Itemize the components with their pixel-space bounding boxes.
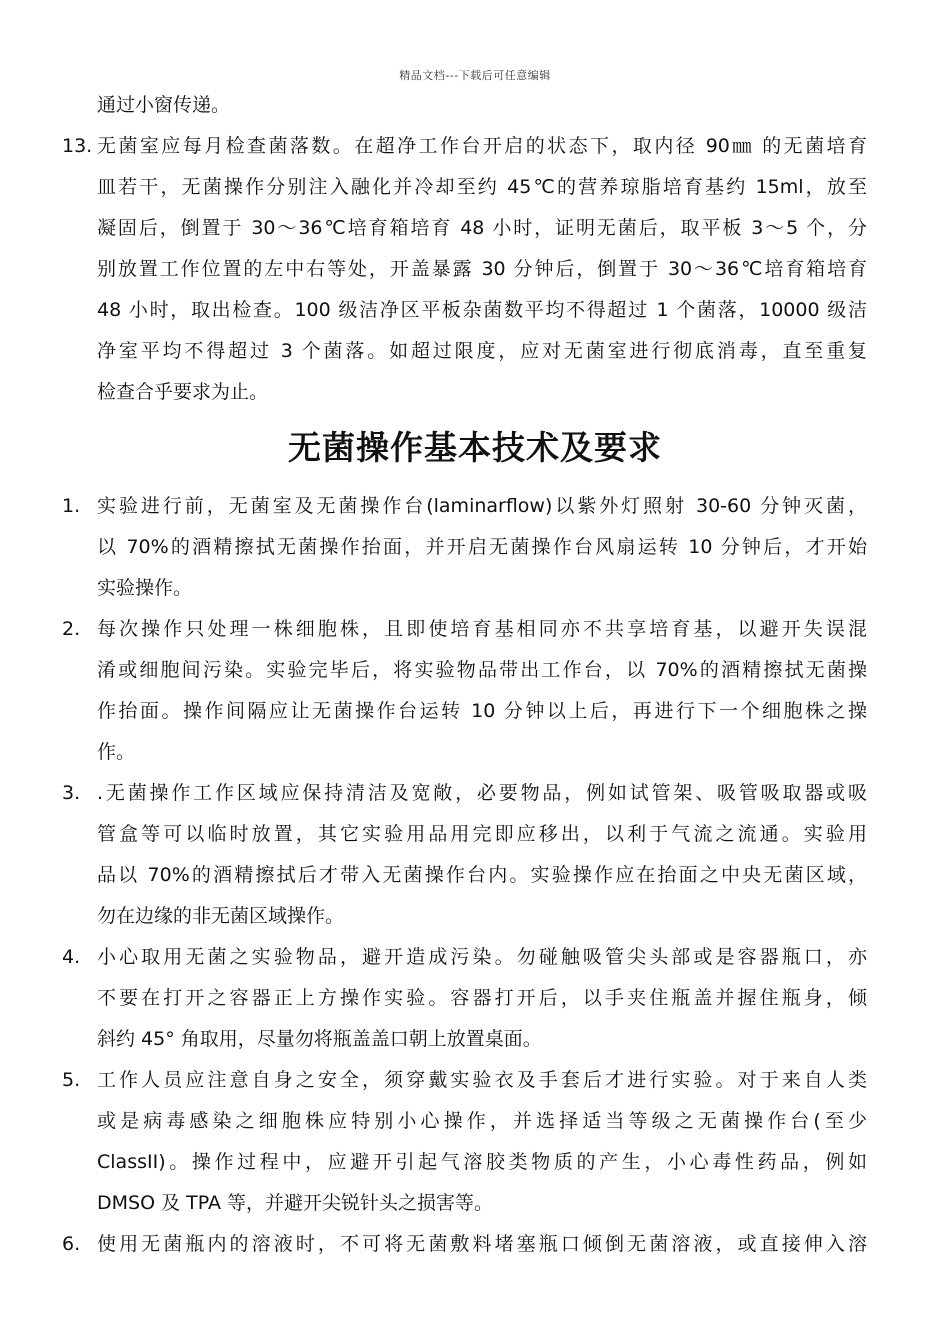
paragraph-line: 净室平均不得超过 3 个菌落。如超过限度，应对无菌室进行彻底消毒，直至重复 bbox=[97, 340, 867, 362]
paragraph-line: 不要在打开之容器正上方操作实验。容器打开后，以手夹住瓶盖并握住瓶身，倾 bbox=[97, 987, 867, 1009]
list-number: 13. bbox=[62, 135, 93, 157]
paragraph-line: 别放置工作位置的左中右等处，开盖暴露 30 分钟后，倒置于 30～36℃培育箱培育 bbox=[97, 258, 867, 280]
section-title: 无菌操作基本技术及要求 bbox=[288, 428, 662, 467]
paragraph-line: 通过小窗传递。 bbox=[97, 94, 231, 116]
paragraph-line: 无菌室应每月检查菌落数。在超净工作台开启的状态下，取内径 90㎜ 的无菌培育 bbox=[97, 135, 867, 157]
paragraph-line: 皿若干，无菌操作分别注入融化并冷却至约 45℃的营养琼脂培育基约 15ml，放至 bbox=[97, 176, 867, 198]
list-number: 3. bbox=[62, 782, 81, 804]
paragraph-line: 作抬面。操作间隔应让无菌操作台运转 10 分钟以上后，再进行下一个细胞株之操 bbox=[97, 700, 867, 722]
paragraph-line: 使用无菌瓶内的溶液时，不可将无菌敷料堵塞瓶口倾倒无菌溶液，或直接伸入溶 bbox=[97, 1233, 867, 1255]
paragraph-line: 实验进行前，无菌室及无菌操作台(laminarflow)以紫外灯照射 30-60 分钟灭菌， bbox=[97, 495, 867, 517]
paragraph-line: 或是病毒感染之细胞株应特别小心操作，并选择适当等级之无菌操作台(至少 bbox=[97, 1110, 867, 1132]
list-number: 2. bbox=[62, 618, 81, 640]
paragraph-line: 斜约 45° 角取用，尽量勿将瓶盖盖口朝上放置桌面。 bbox=[97, 1028, 542, 1050]
paragraph-line: ClassII)。操作过程中，应避开引起气溶胶类物质的产生，小心毒性药品，例如 bbox=[97, 1151, 867, 1173]
list-number: 1. bbox=[62, 495, 81, 517]
paragraph-line: 每次操作只处理一株细胞株，且即使培育基相同亦不共享培育基，以避开失误混 bbox=[97, 618, 867, 640]
paragraph-line: DMSO 及 TPA 等，并避开尖锐针头之损害等。 bbox=[97, 1192, 494, 1214]
paragraph-line: 管盒等可以临时放置，其它实验用品用完即应移出，以利于气流之流通。实验用 bbox=[97, 823, 867, 845]
list-number: 5. bbox=[62, 1069, 81, 1091]
paragraph-line: .无菌操作工作区域应保持清洁及宽敞，必要物品，例如试管架、吸管吸取器或吸 bbox=[97, 782, 867, 804]
paragraph-line: 小心取用无菌之实验物品，避开造成污染。勿碰触吸管尖头部或是容器瓶口，亦 bbox=[97, 946, 867, 968]
paragraph-line: 实验操作。 bbox=[97, 577, 193, 599]
paragraph-line: 以 70%的酒精擦拭无菌操作抬面，并开启无菌操作台风扇运转 10 分钟后，才开始 bbox=[97, 536, 867, 558]
paragraph-line: 作。 bbox=[97, 741, 136, 763]
paragraph-line: 凝固后，倒置于 30～36℃培育箱培育 48 小时，证明无菌后，取平板 3～5 个，分 bbox=[97, 217, 867, 239]
page-header: 精品文档---下载后可任意编辑 bbox=[399, 69, 551, 82]
paragraph-line: 48 小时，取出检查。100 级洁净区平板杂菌数平均不得超过 1 个菌落，10000 级洁 bbox=[97, 299, 867, 321]
paragraph-line: 淆或细胞间污染。实验完毕后，将实验物品带出工作台，以 70%的酒精擦拭无菌操 bbox=[97, 659, 867, 681]
paragraph-line: 检查合乎要求为止。 bbox=[97, 381, 269, 403]
list-number: 6. bbox=[62, 1233, 81, 1255]
paragraph-line: 品以 70%的酒精擦拭后才带入无菌操作台内。实验操作应在抬面之中央无菌区域， bbox=[97, 864, 867, 886]
paragraph-line: 工作人员应注意自身之安全，须穿戴实验衣及手套后才进行实验。对于来自人类 bbox=[97, 1069, 867, 1091]
paragraph-line: 勿在边缘的非无菌区域操作。 bbox=[97, 905, 345, 927]
list-number: 4. bbox=[62, 946, 81, 968]
